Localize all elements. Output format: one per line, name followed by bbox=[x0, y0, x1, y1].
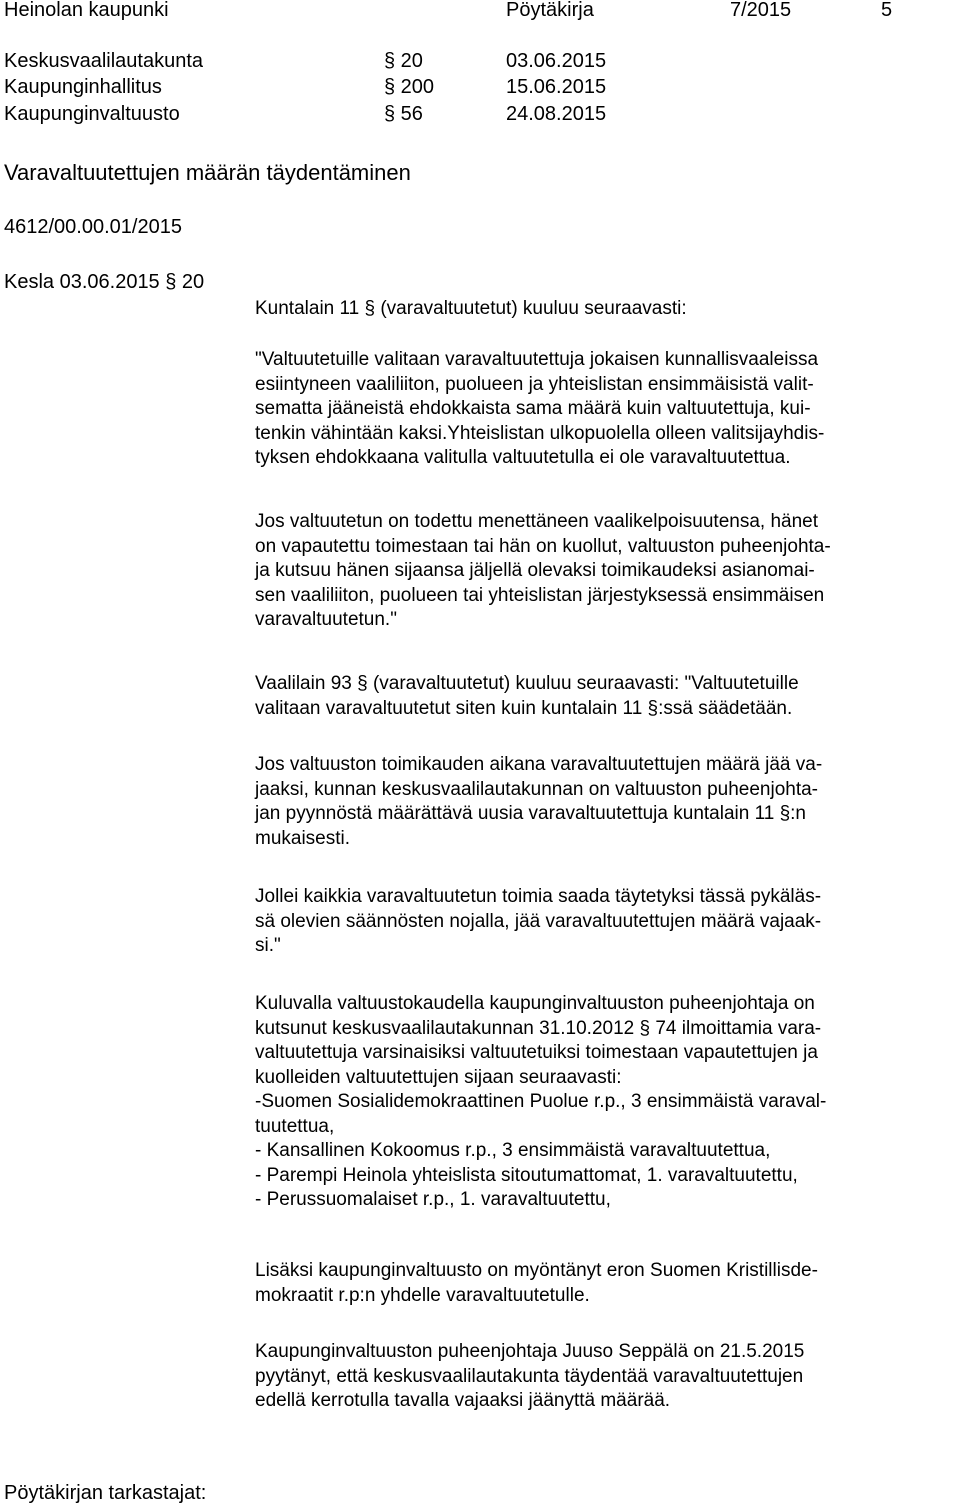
text-line: Jos valtuutetun on todettu menettäneen vaalikelpoisuutensa, hänet bbox=[255, 511, 819, 532]
text-line: ja kutsuu hänen sijaansa jäljellä olevaksi toimikaudeksi asianomai- bbox=[255, 560, 815, 581]
document-title: Varavaltuutettujen määrän täydentäminen bbox=[4, 160, 411, 185]
text-line: Jollei kaikkia varavaltuutetun toimia saada täytetyksi tässä pykäläs- bbox=[255, 886, 822, 907]
body-section: § 56 bbox=[384, 103, 423, 125]
text-line: Lisäksi kaupunginvaltuusto on myöntänyt eron Suomen Kristillisde- bbox=[255, 1260, 818, 1281]
organization-name: Heinolan kaupunki bbox=[4, 0, 169, 21]
text-line: sematta jääneistä ehdokkaista sama määrä kuin valtuutettuja, kui- bbox=[255, 398, 811, 419]
body-section: § 20 bbox=[384, 50, 423, 72]
reviewers-label: Pöytäkirjan tarkastajat: bbox=[4, 1482, 207, 1504]
body-date: 24.08.2015 bbox=[506, 103, 607, 125]
text-line: valtuutettuja varsinaisiksi valtuutetuiksi toimestaan vapautettujen ja bbox=[255, 1042, 818, 1063]
text-line: sen vaaliliiton, puolueen tai yhteislistan järjestyksessä ensimmäisen bbox=[255, 584, 825, 606]
document-type: Pöytäkirja bbox=[506, 0, 594, 21]
text-line: esiintyneen vaaliliiton, puolueen ja yhteislistan ensimmäisistä valit- bbox=[255, 373, 814, 395]
paragraph bbox=[255, 348, 955, 471]
text-line: - Parempi Heinola yhteislista sitoutumattomat, 1. varavaltuutettu, bbox=[255, 1164, 798, 1186]
paragraph bbox=[255, 1340, 955, 1414]
text-line: edellä kerrotulla tavalla vajaaksi jäänyttä määrää. bbox=[255, 1390, 671, 1411]
paragraph bbox=[255, 753, 955, 851]
text-line: Vaalilain 93 § (varavaltuutetut) kuuluu seuraavasti: "Valtuutetuille bbox=[255, 673, 799, 694]
paragraph bbox=[255, 672, 955, 721]
body-date: 15.06.2015 bbox=[506, 76, 607, 98]
text-line: mukaisesti. bbox=[255, 827, 351, 849]
text-line: tyksen ehdokkaana valitulla valtuutetulla ei ole varavaltuutettua. bbox=[255, 447, 791, 468]
text-line: - Perussuomalaiset r.p., 1. varavaltuutettu, bbox=[255, 1189, 611, 1210]
paragraph bbox=[255, 297, 955, 322]
text-line: pyytänyt, että keskusvaalilautakunta täydentää varavaltuutettujen bbox=[255, 1365, 804, 1387]
paragraph bbox=[255, 510, 955, 633]
body-name: Kaupunginhallitus bbox=[4, 76, 162, 98]
text-line: Jos valtuuston toimikauden aikana varavaltuutettujen määrä jää va- bbox=[255, 754, 823, 775]
body-section: § 200 bbox=[384, 76, 435, 98]
text-line: on vapautettu toimestaan tai hän on kuollut, valtuuston puheenjohta- bbox=[255, 535, 831, 557]
text-line: sä olevien säännösten nojalla, jää varavaltuutettujen määrä vajaak- bbox=[255, 910, 822, 932]
paragraph bbox=[255, 1259, 955, 1308]
body-name: Kaupunginvaltuusto bbox=[4, 103, 180, 125]
text-line: -Suomen Sosialidemokraattinen Puolue r.p., 3 ensimmäistä varaval- bbox=[255, 1091, 827, 1112]
text-line: mokraatit r.p:n yhdelle varavaltuutetulle. bbox=[255, 1284, 590, 1306]
text-line: Kaupunginvaltuuston puheenjohtaja Juuso Seppälä on 21.5.2015 bbox=[255, 1341, 805, 1362]
text-line: si." bbox=[255, 935, 281, 956]
page-number: 5 bbox=[881, 0, 893, 21]
text-line: tenkin vähintään kaksi.Yhteislistan ulkopuolella olleen valitsijayhdis- bbox=[255, 422, 825, 444]
body-name: Keskusvaalilautakunta bbox=[4, 50, 204, 72]
text-line: kutsunut keskusvaalilautakunnan 31.10.2012 § 74 ilmoittamia vara- bbox=[255, 1017, 822, 1039]
body-date: 03.06.2015 bbox=[506, 50, 607, 72]
text-line: kuolleiden valtuutettujen sijaan seuraavasti: bbox=[255, 1066, 622, 1088]
text-line: "Valtuutetuille valitaan varavaltuutettuja jokaisen kunnallisvaaleissa bbox=[255, 349, 819, 370]
paragraph bbox=[255, 885, 955, 959]
text-line: varavaltuutetun." bbox=[255, 609, 397, 630]
text-line: valitaan varavaltuutetut siten kuin kuntalain 11 §:ssä säädetään. bbox=[255, 697, 793, 719]
text-line: Kuluvalla valtuustokaudella kaupunginvaltuuston puheenjohtaja on bbox=[255, 993, 815, 1014]
record-number: 4612/00.00.01/2015 bbox=[4, 216, 182, 238]
document-number: 7/2015 bbox=[730, 0, 792, 21]
text-line: Kuntalain 11 § (varavaltuutetut) kuuluu seuraavasti: bbox=[255, 298, 687, 319]
paragraph bbox=[255, 992, 955, 1213]
text-line: jaaksi, kunnan keskusvaalilautakunnan on valtuuston puheenjohta- bbox=[255, 778, 819, 800]
text-line: - Kansallinen Kokoomus r.p., 3 ensimmäistä varavaltuutettua, bbox=[255, 1140, 771, 1161]
session-reference: Kesla 03.06.2015 § 20 bbox=[4, 271, 205, 293]
text-line: tuutettua, bbox=[255, 1115, 335, 1137]
text-line: jan pyynnöstä määrättävä uusia varavaltuutettuja kuntalain 11 §:n bbox=[255, 803, 806, 824]
